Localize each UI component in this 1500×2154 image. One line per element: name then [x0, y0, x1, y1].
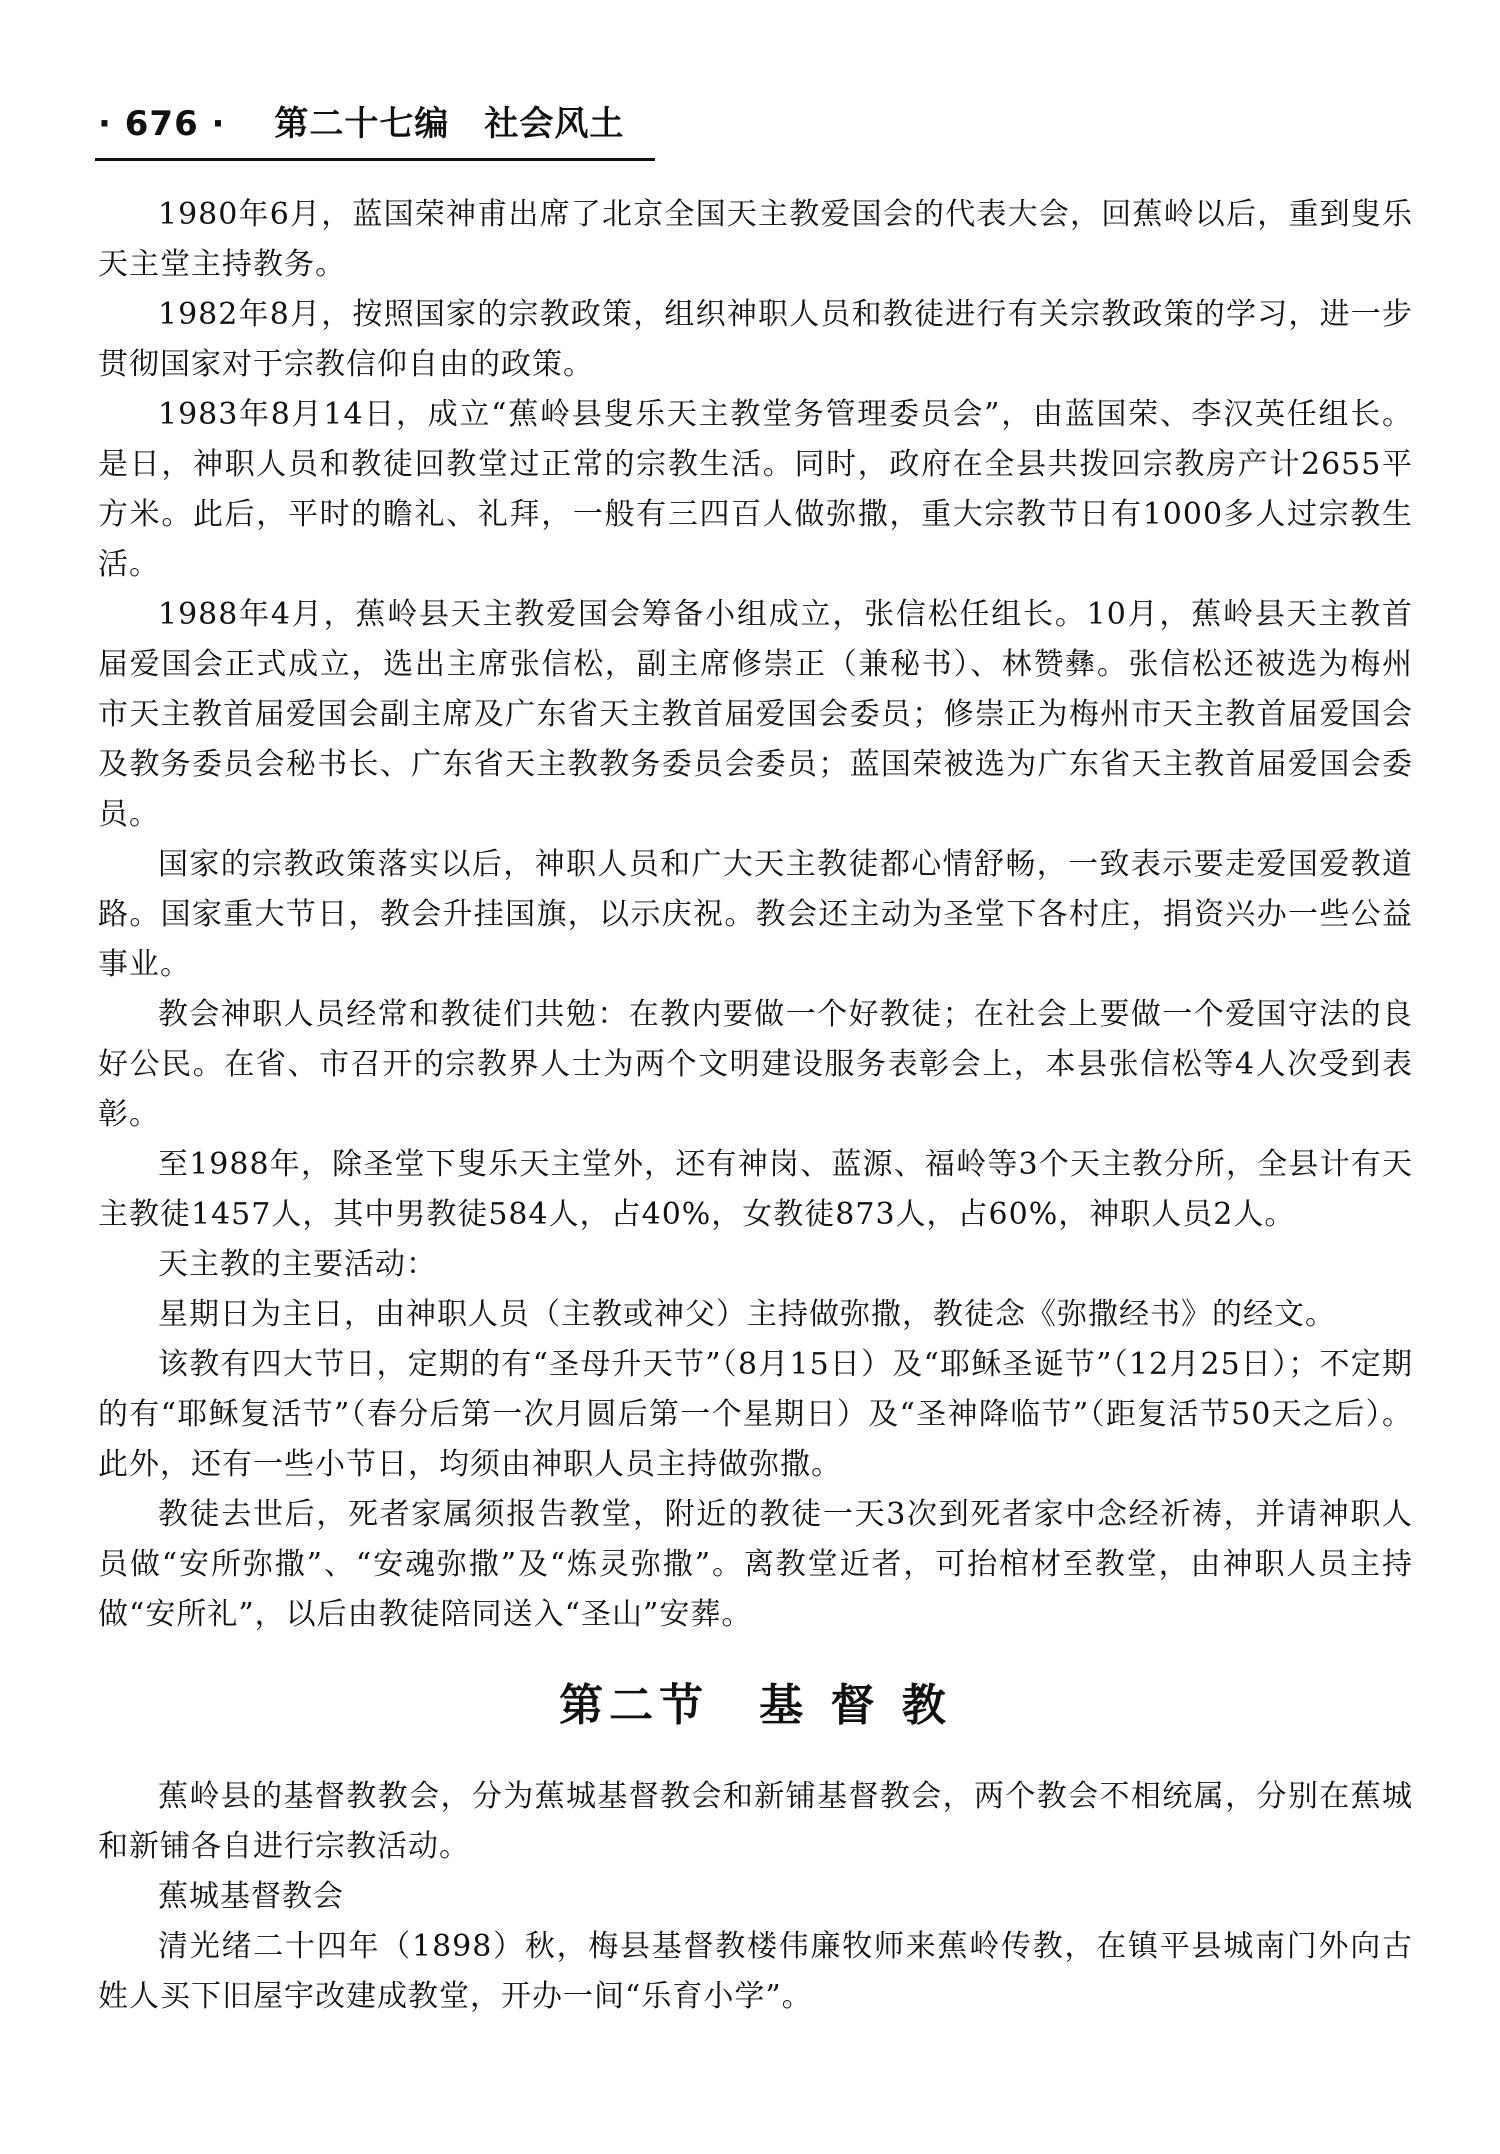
- paragraph: 1980年6月，蓝国荣神甫出席了北京全国天主教爱国会的代表大会，回蕉岭以后，重到叟乐天主堂主持教务。: [98, 197, 1413, 282]
- paragraph: 清光绪二十四年（1898）秋，梅县基督教楼伟廉牧师来蕉岭传教，在镇平县城南门外向古姓人买下旧屋宇改建成教堂，开办一间“乐育小学”。: [98, 1929, 1413, 2014]
- page-number: · 676 ·: [98, 104, 226, 144]
- paragraph: 天主教的主要活动：: [158, 1247, 437, 1282]
- chapter-title: 第二十七编 社会风土: [274, 104, 625, 144]
- paragraph: 1983年8月14日，成立“蕉岭县叟乐天主教堂务管理委员会”，由蓝国荣、李汉英任组长。是日，神职人员和教徒回教堂过正常的宗教生活。同时，政府在全县共拨回宗教房产计2655平方米。此后，平时的瞻礼、礼拜，一般有三四百人做弥撒，重大宗教节日有1000多人过宗教生活。: [98, 397, 1413, 582]
- paragraph: 该教有四大节日，定期的有“圣母升天节”（8月15日）及“耶稣圣诞节”（12月25日）；不定期的有“耶稣复活节”（春分后第一次月圆后第一个星期日）及“圣神降临节”（距复活节50天之后）。此外，还有一些小节日，均须由神职人员主持做弥撒。: [98, 1347, 1413, 1482]
- header-rule: [95, 158, 655, 161]
- paragraph: 星期日为主日，由神职人员（主教或神父）主持做弥撒，教徒念《弥撒经书》的经文。: [158, 1297, 1336, 1332]
- paragraph: 蕉岭县的基督教教会，分为蕉城基督教会和新铺基督教会，两个教会不相统属，分别在蕉城和新铺各自进行宗教活动。: [98, 1779, 1413, 1864]
- page-body: [98, 190, 1413, 2022]
- paragraph: 1982年8月，按照国家的宗教政策，组织神职人员和教徒进行有关宗教政策的学习，进一步贯彻国家对于宗教信仰自由的政策。: [98, 297, 1413, 382]
- paragraph: 1988年4月，蕉岭县天主教爱国会筹备小组成立，张信松任组长。10月，蕉岭县天主教首届爱国会正式成立，选出主席张信松，副主席修崇正（兼秘书）、林赞彝。张信松还被选为梅州市天主教首届爱国会副主席及广东省天主教首届爱国会委员；修崇正为梅州市天主教首届爱国会及教务委员会秘书长、广东省天主教教务委员会委员；蓝国荣被选为广东省天主教首届爱国会委员。: [98, 597, 1413, 832]
- subheading: 蕉城基督教会: [158, 1879, 344, 1914]
- paragraph: 至1988年，除圣堂下叟乐天主堂外，还有神岗、蓝源、福岭等3个天主教分所，全县计有天主教徒1457人，其中男教徒584人，占40%，女教徒873人，占60%，神职人员2人。: [98, 1147, 1413, 1232]
- paragraph: 国家的宗教政策落实以后，神职人员和广大天主教徒都心情舒畅，一致表示要走爱国爱教道路。国家重大节日，教会升挂国旗，以示庆祝。教会还主动为圣堂下各村庄，捐资兴办一些公益事业。: [98, 847, 1413, 982]
- page-header: [98, 100, 1408, 148]
- paragraph: 教会神职人员经常和教徒们共勉：在教内要做一个好教徒；在社会上要做一个爱国守法的良好公民。在省、市召开的宗教界人士为两个文明建设服务表彰会上，本县张信松等4人次受到表彰。: [98, 997, 1413, 1132]
- section-title: 第二节 基 督 教: [559, 1680, 952, 1731]
- paragraph: 教徒去世后，死者家属须报告教堂，附近的教徒一天3次到死者家中念经祈祷，并请神职人员做“安所弥撒”、“安魂弥撒”及“炼灵弥撒”。离教堂近者，可抬棺材至教堂，由神职人员主持做“安所礼”，以后由教徒陪同送入“圣山”安葬。: [98, 1497, 1413, 1632]
